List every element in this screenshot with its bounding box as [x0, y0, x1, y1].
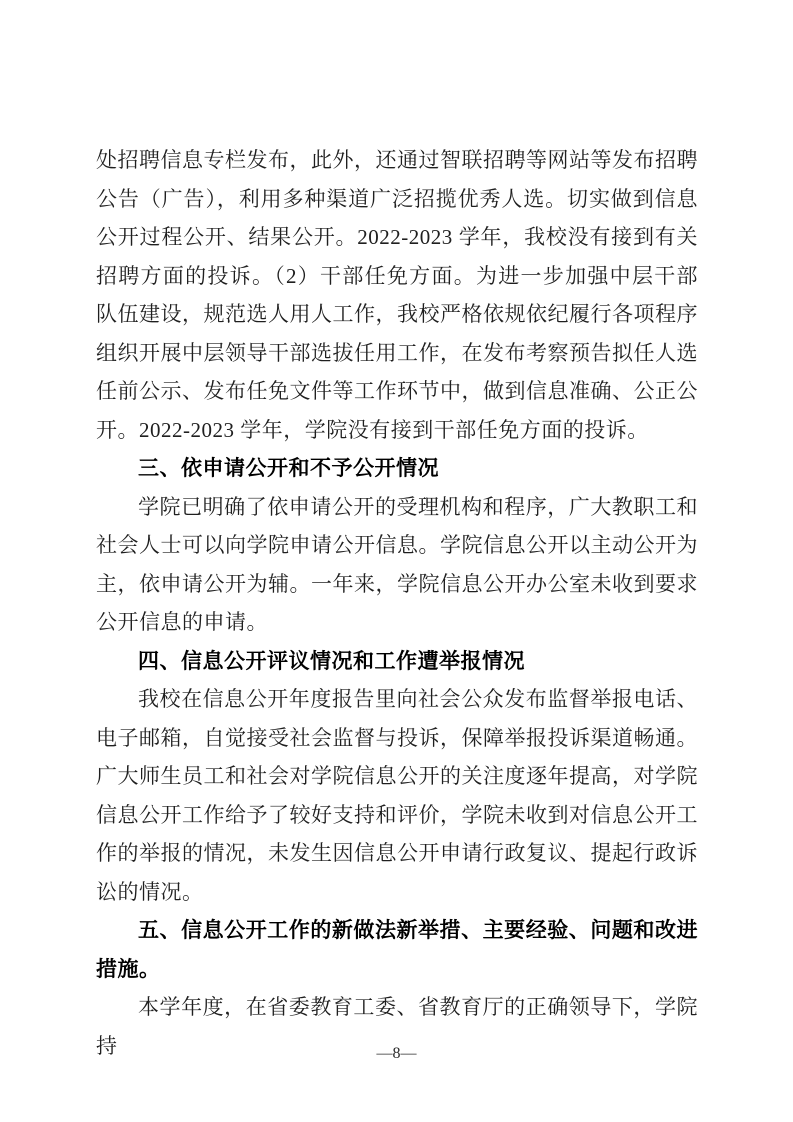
paragraph-review-and-reporting: 我校在信息公开年度报告里向社会公众发布监督举报电话、电子邮箱，自觉接受社会监督与投诉，保障举报投诉渠道畅通。广大师生员工和社会对学院信息公开的关注度逐年提高，对学院信息公开工作给予了较好支持和评价，学院未收到对信息公开工作的举报的情况，未发生因信息公开申请行政复议、提起行政诉讼的情况。 [96, 687, 698, 904]
page-number: —8— [376, 1045, 417, 1062]
paragraph-new-measures-intro: 本学年度，在省委教育工委、省教育厅的正确领导下，学院持 [96, 995, 698, 1058]
section-heading-four-review-and-reporting: 四、信息公开评议情况和工作遭举报情况 [138, 648, 525, 673]
section-heading-five-new-measures-and-improvements: 五、信息公开工作的新做法新举措、主要经验、问题和改进措施。 [96, 918, 698, 981]
paragraph-disclosure-upon-request: 学院已明确了依申请公开的受理机构和程序，广大教职工和社会人士可以向学院申请公开信息。学院信息公开以主动公开为主，依申请公开为辅。一年来，学院信息公开办公室未收到要求公开信息的申请。 [96, 494, 698, 634]
section-heading-three-disclosure-upon-request: 三、依申请公开和不予公开情况 [138, 456, 439, 480]
document-body [96, 141, 698, 1065]
paragraph-recruitment-and-cadre-appointments: 处招聘信息专栏发布，此外，还通过智联招聘等网站等发布招聘公告（广告），利用多种渠道广泛招揽优秀人选。切实做到信息公开过程公开、结果公开。2022-2023 学年，我校没有接到有关招聘方面的投诉。（2）干部任免方面。为进一步加强中层干部队伍建设，规范选人用人工作，我校严格依规依纪履行各项程序组织开展中层领导干部选拔任用工作，在发布考察预告拟任人选任前公示、发布任免文件等工作环节中，做到信息准确、公正公开。2022-2023 学年，学院没有接到干部任免方面的投诉。 [96, 148, 698, 442]
